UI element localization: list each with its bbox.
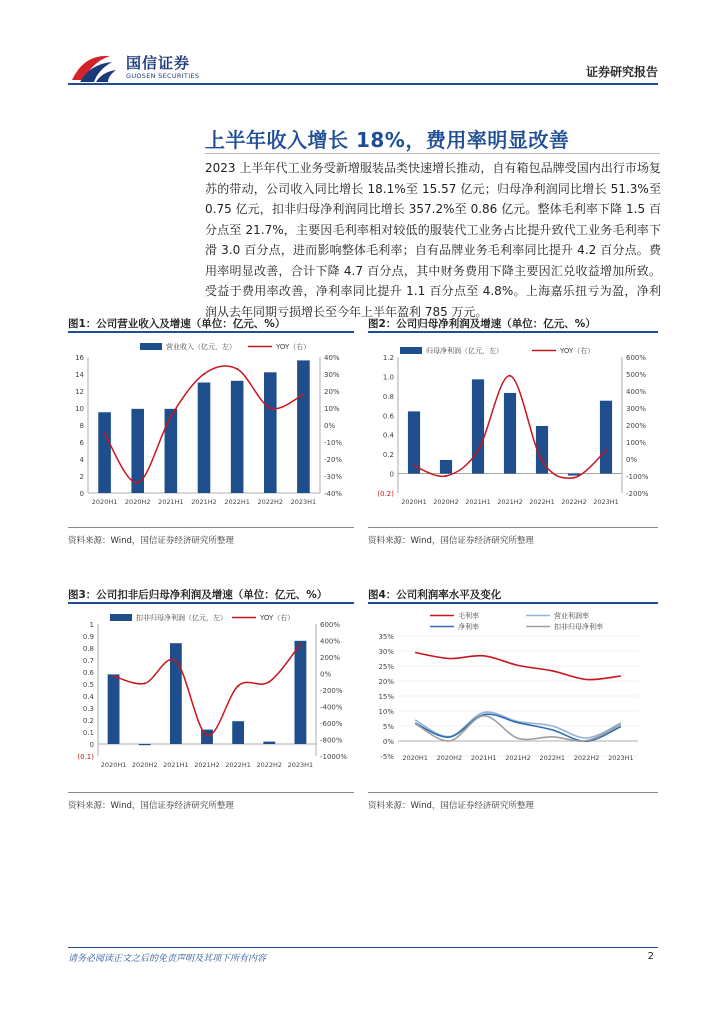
figure-3-source: 资料来源：Wind，国信证券经济研究所整理: [68, 801, 234, 811]
x-tick-label: 2022H2: [257, 498, 284, 506]
x-tick-label: 2020H2: [131, 761, 158, 769]
yoy-point: [299, 643, 301, 645]
bar: [165, 409, 178, 493]
y-left-tick-label: 0.4: [382, 431, 394, 440]
bar: [504, 393, 516, 474]
header-divider: [68, 83, 658, 85]
yoy-point: [237, 685, 239, 687]
legend-bar-swatch: [400, 347, 422, 354]
bar: [408, 411, 420, 473]
bar: [297, 360, 310, 493]
legend-bar-swatch: [110, 614, 132, 621]
y-right-tick-label: -30%: [324, 473, 343, 481]
bar: [600, 401, 612, 474]
x-tick-label: 2023H1: [290, 498, 317, 506]
y-right-tick-label: 600%: [320, 621, 341, 629]
y-left-tick-label: 14: [75, 371, 84, 379]
y-right-tick-label: 300%: [626, 405, 647, 413]
legend-line-label: YOY（右）: [260, 614, 295, 622]
y-left-tick-label: 0.6: [382, 412, 394, 421]
figure-2-source: 资料来源：Wind，国信证券经济研究所整理: [368, 536, 534, 546]
yoy-point: [170, 416, 172, 418]
y-right-tick-label: -200%: [626, 490, 649, 498]
bar: [263, 742, 275, 744]
yoy-point: [541, 460, 543, 462]
y-right-tick-label: 100%: [626, 439, 647, 447]
yoy-point: [113, 675, 115, 677]
x-tick-label: 2022H2: [561, 498, 587, 506]
y-left-tick-label: 0.2: [82, 717, 94, 725]
x-tick-label: 2020H2: [124, 498, 151, 506]
body-paragraph: 2023 上半年代工业务受新增服装品类快速增长推动，自有箱包品牌受国内出行市场复苏的带动，公司收入同比增长 18.1%至 15.57 亿元；归母净利润同比增长 51.3%至 0.75 亿元，扣非归母净利润同比增长 357.2%至 0.86 亿元。整体毛利率下降 1.5 百分点至 21.7%，主要因毛利率相对较低的服装代工业务占比提升致代工业务毛利率下滑 3.0 百分点，进而影响整体毛利率；自有品牌业务毛利率同比提升 4.2 百分点。费用率明显改善，合计下降 4.7 百分点，其中财务费用下降主要因汇兑收益增加所致。受益于费用率改善，净利率同比提升 1.1 百分点至 4.8%。上海嘉乐扭亏为盈，净利润从去年同期亏损增长至今年上半年盈利 785 万元。: [205, 161, 661, 319]
y-right-tick-label: 0%: [626, 456, 638, 464]
legend-label: 净利率: [458, 623, 479, 631]
figure-2-chart: [368, 333, 658, 523]
y-left-tick-label: 8: [79, 422, 84, 430]
yoy-point: [175, 660, 177, 662]
y-tick-label: 25%: [378, 663, 394, 671]
y-left-tick-label: 12: [75, 388, 84, 396]
y-right-tick-label: 200%: [626, 422, 647, 430]
bar: [295, 641, 307, 744]
footer-divider: [68, 947, 658, 948]
y-left-tick-label: (0.2): [377, 490, 394, 498]
x-tick-label: 2023H1: [593, 498, 619, 506]
x-tick-label: 2020H1: [401, 498, 427, 506]
y-right-tick-label: -10%: [324, 439, 343, 447]
y-right-tick-label: 0%: [324, 422, 336, 430]
x-tick-label: 2020H1: [91, 498, 118, 506]
yoy-point: [445, 475, 447, 477]
yoy-point: [413, 465, 415, 467]
series-line: [415, 712, 621, 738]
y-left-tick-label: 2: [79, 473, 84, 481]
brand-name-en: GUOSEN SECURITIES: [126, 72, 200, 80]
y-right-tick-label: -400%: [320, 703, 343, 712]
y-left-tick-label: 0: [89, 741, 94, 749]
y-left-tick-label: 0.5: [82, 681, 94, 689]
figure-3-title: 图3：公司扣非后归母净利润及增速（单位：亿元、%）: [68, 589, 328, 601]
y-right-tick-label: 30%: [324, 371, 340, 379]
bar: [232, 721, 244, 744]
bar: [198, 383, 211, 494]
bar: [472, 379, 484, 473]
legend-bar-label: 营业收入（亿元，左）: [166, 343, 236, 351]
yoy-point: [477, 450, 479, 452]
y-left-tick-label: 0.1: [82, 729, 94, 737]
bar: [139, 744, 151, 745]
x-tick-label: 2021H1: [470, 754, 497, 762]
yoy-point: [509, 375, 511, 377]
y-right-tick-label: -20%: [324, 456, 343, 464]
y-right-tick-label: 40%: [324, 354, 340, 362]
yoy-point: [302, 393, 304, 395]
x-tick-label: 2021H1: [465, 498, 491, 506]
y-right-tick-label: 400%: [320, 637, 341, 646]
y-right-tick-label: -1000%: [320, 753, 347, 761]
y-left-tick-label: 1.0: [382, 373, 394, 382]
y-right-tick-label: -200%: [320, 687, 343, 695]
x-tick-label: 2020H1: [100, 761, 127, 769]
y-left-tick-label: 0.8: [82, 645, 94, 653]
y-left-tick-label: 0: [389, 470, 394, 479]
y-tick-label: 30%: [378, 648, 394, 656]
y-left-tick-label: 0.4: [82, 693, 94, 701]
figure-4-source: 资料来源：Wind，国信证券经济研究所整理: [368, 801, 534, 811]
brand-name-cn: 国信证券: [126, 54, 191, 72]
y-left-tick-label: 0.3: [82, 705, 94, 713]
x-tick-label: 2023H1: [287, 761, 314, 769]
figure-3-bottom-rule: [68, 792, 354, 793]
y-tick-label: 20%: [378, 678, 394, 686]
x-tick-label: 2021H2: [505, 754, 531, 762]
bar: [440, 460, 452, 474]
yoy-line: [114, 644, 301, 736]
y-left-tick-label: 0.6: [82, 669, 94, 677]
bar: [108, 674, 120, 744]
x-tick-label: 2020H1: [402, 754, 428, 762]
y-right-tick-label: -100%: [626, 473, 649, 481]
x-tick-label: 2022H1: [224, 498, 250, 506]
y-left-tick-label: 16: [75, 354, 84, 362]
yoy-point: [203, 373, 205, 375]
yoy-point: [144, 682, 146, 684]
y-tick-label: -5%: [380, 753, 394, 761]
figure-2-title: 图2：公司归母净利润及增速（单位：亿元、%）: [368, 318, 596, 330]
x-tick-label: 2022H1: [539, 754, 566, 762]
x-tick-label: 2022H1: [225, 761, 251, 769]
figure-2-bottom-rule: [368, 527, 658, 528]
y-right-tick-label: 20%: [324, 388, 340, 396]
bar: [264, 372, 277, 493]
yoy-point: [268, 681, 270, 683]
y-right-tick-label: 10%: [324, 405, 340, 413]
x-tick-label: 2023H1: [608, 754, 634, 762]
legend-label: 毛利率: [458, 612, 479, 620]
y-tick-label: 15%: [378, 693, 394, 701]
guosen-logo-icon: [70, 50, 118, 86]
legend-line-label: YOY（右）: [276, 343, 311, 351]
bar: [568, 474, 580, 476]
x-tick-label: 2020H2: [436, 754, 463, 762]
y-right-tick-label: -800%: [320, 736, 343, 745]
x-tick-label: 2021H1: [163, 761, 189, 769]
x-tick-label: 2021H2: [497, 498, 523, 506]
figure-4-title: 图4：公司利润率水平及变化: [368, 589, 502, 601]
footer-disclaimer: 请务必阅读正文之后的免责声明及其项下所有内容: [68, 954, 267, 964]
figure-3-chart: [68, 604, 354, 790]
y-left-tick-label: 1: [89, 621, 94, 629]
y-left-tick-label: (0.1): [77, 753, 94, 761]
y-tick-label: 10%: [378, 708, 394, 716]
yoy-point: [206, 734, 208, 736]
x-tick-label: 2021H1: [158, 498, 184, 506]
y-left-tick-label: 0: [79, 490, 84, 498]
x-tick-label: 2021H2: [194, 761, 220, 769]
y-left-tick-label: 1.2: [382, 354, 394, 362]
y-tick-label: 5%: [382, 723, 394, 731]
yoy-point: [137, 482, 139, 484]
y-right-tick-label: -600%: [320, 720, 343, 728]
figure-4-chart: [368, 604, 658, 790]
y-right-tick-label: 500%: [626, 371, 647, 379]
x-tick-label: 2021H2: [191, 498, 217, 506]
y-right-tick-label: 600%: [626, 354, 647, 362]
yoy-point: [573, 477, 575, 479]
yoy-point: [104, 433, 106, 435]
y-left-tick-label: 0.9: [82, 633, 94, 641]
y-left-tick-label: 4: [79, 456, 84, 464]
y-tick-label: 0%: [382, 738, 394, 746]
figure-1-title: 图1：公司营业收入及增速（单位：亿元、%）: [68, 318, 286, 330]
y-left-tick-label: 0.7: [82, 657, 94, 665]
y-tick-label: 35%: [378, 633, 394, 641]
page-number: 2: [647, 951, 654, 962]
y-right-tick-label: 200%: [320, 654, 341, 662]
y-left-tick-label: 10: [75, 405, 84, 413]
document-type-label: 证券研究报告: [585, 65, 658, 79]
section-title-underline: [205, 153, 660, 154]
section-title: 上半年收入增长 18%，费用率明显改善: [205, 128, 570, 152]
x-tick-label: 2020H2: [433, 498, 459, 506]
legend-label: 扣非归母净利率: [554, 623, 603, 631]
y-right-tick-label: 400%: [626, 388, 647, 396]
bar: [98, 412, 111, 493]
y-left-tick-label: 0.8: [382, 392, 394, 401]
yoy-point: [269, 407, 271, 409]
yoy-point: [236, 368, 238, 370]
legend-label: 营业利润率: [554, 612, 589, 620]
y-left-tick-label: 0.2: [382, 451, 394, 460]
bar: [231, 381, 244, 493]
yoy-point: [605, 450, 607, 452]
x-tick-label: 2022H2: [573, 754, 600, 762]
bar: [170, 643, 182, 744]
figure-4-bottom-rule: [368, 792, 658, 793]
legend-bar-swatch: [140, 343, 162, 350]
figure-1-bottom-rule: [68, 527, 354, 528]
legend-line-label: YOY（右）: [560, 347, 595, 355]
figure-1-source: 资料来源：Wind，国信证券经济研究所整理: [68, 536, 234, 546]
legend-bar-label: 扣非归母净利润（亿元，左）: [136, 614, 227, 622]
y-left-tick-label: 6: [79, 439, 84, 447]
x-tick-label: 2022H2: [256, 761, 283, 769]
figure-1-chart: [68, 333, 354, 523]
legend-bar-label: 归母净利润（亿元，左）: [426, 347, 503, 355]
y-right-tick-label: -40%: [324, 490, 343, 498]
y-right-tick-label: 0%: [320, 670, 332, 679]
x-tick-label: 2022H1: [529, 498, 555, 506]
